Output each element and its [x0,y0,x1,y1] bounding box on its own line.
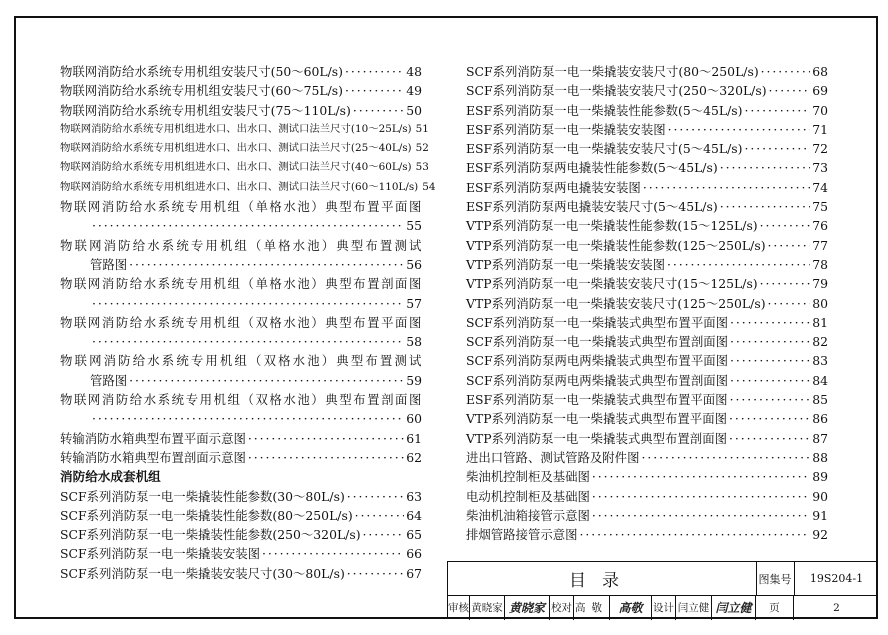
toc-entry [466,274,828,293]
toc-page-number: 60 [406,411,422,427]
toc-page-number: 54 [422,180,436,193]
toc-entry [466,409,828,428]
toc-page-number: 69 [812,83,828,99]
toc-entry [60,236,422,275]
toc-page-number: 49 [406,83,422,99]
design-label: 设计 [652,595,676,620]
dot-leader [592,467,810,486]
toc-entry [466,139,828,158]
dot-leader [345,62,404,81]
toc-entry-title: SCF系列消防泵一电一柴撬装式典型布置平面图 [466,314,728,330]
toc-entry [60,564,422,583]
toc-page-number: 62 [406,449,422,465]
toc-page-number: 64 [406,507,422,523]
toc-page-number: 58 [406,334,422,350]
toc-entry-title: SCF系列消防泵一电一柴撬装安装尺寸(30～80L/s) [60,565,345,581]
toc-entry-title: VTP系列消防泵一电一柴撬装性能参数(15～125L/s) [466,218,758,234]
toc-entry-title: VTP系列消防泵一电一柴撬装式典型布置剖面图 [466,430,727,446]
toc-entry [466,487,828,506]
dot-leader [345,81,404,100]
toc-page-number: 73 [812,160,828,176]
dot-leader [580,525,811,544]
title-block-bottom-row [448,595,878,620]
toc-page-number: 56 [406,256,422,272]
toc-entry-continuation [60,371,422,390]
toc-entry-continuation [60,409,422,428]
toc-entry-title: ESF系列消防泵一电一柴撬装式典型布置平面图 [466,392,728,408]
toc-page-number: 81 [812,314,828,330]
toc-entry-title: 柴油机控制柜及基础图 [466,469,590,485]
toc-entry-title: 电动机控制柜及基础图 [466,488,590,504]
toc-entry [466,371,828,390]
toc-page-number: 86 [812,411,828,427]
dot-leader [720,158,811,177]
toc-page-number: 50 [406,102,422,118]
toc-entry-title: ESF系列消防泵两电撬装性能参数(5～45L/s) [466,160,718,176]
toc-page-number: 77 [812,237,828,253]
toc-entry [466,332,828,351]
dot-leader [248,429,404,448]
toc-entry-title: VTP系列消防泵一电一柴撬装式典型布置平面图 [466,411,727,427]
dot-leader [92,409,404,428]
toc-entry [60,274,422,313]
toc-entry [60,429,422,448]
toc-entry-continuation [60,332,422,351]
toc-page-number: 67 [406,565,422,581]
toc-entry-title-cont: 管路图 [90,256,128,272]
page-label: 页 [756,595,794,620]
check-label: 校对 [550,595,574,620]
toc-entry-title: VTP系列消防泵一电一柴撬装安装尺寸(15～125L/s) [466,276,758,292]
toc-page-number: 85 [812,392,828,408]
dot-leader [760,274,811,293]
dot-leader [760,216,811,235]
dot-leader [769,81,811,100]
review-label: 审核 [448,595,470,620]
toc-entry [466,120,828,139]
toc-entry-title: 物联网消防给水系统专用机组（单格水池）典型布置测试 [60,237,422,253]
toc-entry-title: 物联网消防给水系统专用机组（单格水池）典型布置平面图 [60,199,422,215]
toc-entry-continuation [60,255,422,274]
toc-page-number: 48 [406,64,422,79]
toc-page-number: 66 [406,546,422,562]
toc-page-number: 63 [406,488,422,504]
dot-leader [129,371,404,390]
toc-entry-title: ESF系列消防泵两电撬装安装图 [466,179,641,195]
toc-entry-title: SCF系列消防泵一电一柴撬装性能参数(80～250L/s) [60,507,353,523]
dot-leader [92,216,404,235]
toc-entry [466,313,828,332]
toc-entry-title: SCF系列消防泵一电一柴撬装安装尺寸(80～250L/s) [466,64,759,79]
toc-entry [466,62,828,81]
toc-page-number: 91 [812,507,828,523]
toc-page-number: 75 [812,199,828,215]
toc-entry [466,351,828,370]
dot-leader [730,332,810,351]
toc-entry [60,197,422,236]
toc-entry [466,158,828,177]
title-block-title: 目录 [448,562,757,595]
designer-signature: 闫立健 [712,595,756,620]
designer-name: 闫立健 [676,595,712,620]
toc-page-number: 70 [812,102,828,118]
toc-entry [466,236,828,255]
toc-page-number: 89 [812,469,828,485]
toc-page-number: 83 [812,353,828,369]
toc-entry [60,351,422,390]
toc-page-number: 84 [812,372,828,388]
toc-entry-title: SCF系列消防泵一电一柴撬装性能参数(250～320L/s) [60,527,361,543]
toc-entry [466,294,828,313]
toc-entry-title: 物联网消防给水系统专用机组进水口、出水口、测试口法兰尺寸(60～110L/s) [60,180,419,193]
toc-page-number: 76 [812,218,828,234]
toc-entry [60,525,422,544]
toc-entry [466,448,828,467]
toc-page-number: 59 [406,372,422,388]
dot-leader [667,255,810,274]
toc-entry [60,390,422,429]
toc-page-number: 55 [406,218,422,234]
toc-entry [466,255,828,274]
toc-entry-title: ESF系列消防泵两电撬装安装尺寸(5～45L/s) [466,199,718,215]
toc-entry [60,178,436,197]
toc-entry-continuation [60,294,422,313]
toc-left-list [60,62,436,467]
toc-entry [466,506,828,525]
toc-entry [466,81,828,100]
toc-page-number: 71 [812,121,828,137]
toc-entry [60,139,429,158]
toc-entry [466,197,828,216]
toc-page-number: 57 [406,295,422,311]
toc-entry-title: 物联网消防给水系统专用机组进水口、出水口、测试口法兰尺寸(25～40L/s) [60,142,412,155]
toc-entry-title: 进出口管路、测试管路及附件图 [466,449,640,465]
toc-entry-title: 柴油机油箱接管示意图 [466,507,590,523]
dot-leader [355,506,405,525]
dot-leader [768,236,811,255]
toc-entry-title: 物联网消防给水系统专用机组（双格水池）典型布置测试 [60,353,422,369]
toc-page-number: 87 [812,430,828,446]
toc-entry-title: 物联网消防给水系统专用机组安装尺寸(50～60L/s) [60,64,343,79]
toc-page-number: 65 [406,527,422,543]
toc-entry-title: SCF系列消防泵一电一柴撬装安装尺寸(250～320L/s) [466,83,767,99]
toc-left-list-2 [60,487,422,583]
toc-entry [60,81,422,100]
toc-entry-title: SCF系列消防泵两电两柴撬装式典型布置剖面图 [466,372,728,388]
toc-page-number: 61 [406,430,422,446]
toc-entry-title: SCF系列消防泵一电一柴撬装性能参数(30～80L/s) [60,488,345,504]
dot-leader [744,101,810,120]
reviewer-signature: 黄晓家 [505,595,550,620]
toc-entry [60,313,422,352]
toc-page-number: 82 [812,334,828,350]
dot-leader [730,371,810,390]
toc-page-number: 90 [812,488,828,504]
toc-entry-title: SCF系列消防泵两电两柴撬装式典型布置平面图 [466,353,728,369]
toc-right-list [466,62,828,544]
title-block [447,561,878,619]
toc-entry [60,158,429,177]
toc-page-number: 68 [812,64,828,79]
toc-entry [60,62,422,81]
dot-leader [92,294,404,313]
toc-entry [466,178,828,197]
toc-page-number: 92 [812,527,828,543]
toc-page-number: 78 [812,256,828,272]
dot-leader [720,197,811,216]
page-number: 2 [833,601,840,614]
dot-leader [92,332,404,351]
dot-leader [129,255,404,274]
toc-page-number: 52 [415,142,429,155]
toc-entry-title: VTP系列消防泵一电一柴撬装性能参数(125～250L/s) [466,237,766,253]
dot-leader [729,409,810,428]
toc-entry-title: 物联网消防给水系统专用机组进水口、出水口、测试口法兰尺寸(10～25L/s) [60,122,412,135]
toc-entry-title: 转输消防水箱典型布置剖面示意图 [60,449,246,465]
dot-leader [668,120,811,139]
toc-entry-title: ESF系列消防泵一电一柴撬装性能参数(5～45L/s) [466,102,743,118]
toc-entry-title: 物联网消防给水系统专用机组进水口、出水口、测试口法兰尺寸(40～60L/s) [60,161,412,174]
toc-entry [466,467,828,486]
dot-leader [729,429,810,448]
toc-entry-title: 物联网消防给水系统专用机组安装尺寸(60～75L/s) [60,83,343,99]
title-block-top-row [448,562,878,596]
toc-entry-title: 物联网消防给水系统专用机组（双格水池）典型布置平面图 [60,314,422,330]
toc-page-number: 79 [812,276,828,292]
toc-entry [60,544,422,563]
dot-leader [730,313,810,332]
dot-leader [641,448,810,467]
toc-entry [60,120,429,139]
dot-leader [363,525,405,544]
toc-page-number: 88 [812,449,828,465]
toc-entry [466,525,828,544]
toc-entry [466,390,828,409]
toc-entry-title: 排烟管路接管示意图 [466,527,578,543]
section-heading: 消防给水成套机组 [60,469,161,485]
toc-page-number: 80 [812,295,828,311]
dot-leader [768,294,811,313]
toc-entry-title: SCF系列消防泵一电一柴撬装式典型布置剖面图 [466,334,728,350]
toc-entry-title: 物联网消防给水系统专用机组（单格水池）典型布置剖面图 [60,276,422,292]
dot-leader [347,487,404,506]
toc-entry [466,216,828,235]
toc-entry-continuation [60,216,422,235]
toc-entry-title: ESF系列消防泵一电一柴撬装安装图 [466,121,666,137]
dot-leader [730,390,811,409]
dot-leader [262,544,404,563]
checker-signature: 高敬 [610,595,652,620]
dot-leader [592,506,810,525]
toc-entry-title: SCF系列消防泵一电一柴撬装安装图 [60,546,261,562]
toc-entry-title: 转输消防水箱典型布置平面示意图 [60,430,246,446]
toc-entry-title: VTP系列消防泵一电一柴撬装安装图 [466,256,666,272]
toc-entry [60,506,422,525]
dot-leader [730,351,810,370]
toc-page-number: 51 [415,122,429,135]
toc-entry [60,448,422,467]
dot-leader [353,101,404,120]
toc-page-number: 53 [415,161,429,174]
toc-left-column [60,62,436,583]
atlas-number: 19S204-1 [809,572,864,585]
reviewer-name: 黄晓家 [470,595,505,620]
checker-name: 高敬 [574,595,610,620]
toc-entry [466,429,828,448]
toc-entry-title: 物联网消防给水系统专用机组（双格水池）典型布置剖面图 [60,392,422,408]
toc-entry-title: ESF系列消防泵一电一柴撬装安装尺寸(5～45L/s) [466,141,743,157]
toc-entry [60,487,422,506]
toc-entry-title: 物联网消防给水系统专用机组安装尺寸(75～110L/s) [60,102,351,118]
atlas-label: 图集号 [756,562,795,595]
dot-leader [248,448,404,467]
toc-entry-title-cont: 管路图 [90,372,128,388]
toc-page-number: 74 [812,179,828,195]
dot-leader [761,62,811,81]
toc-entry [466,101,828,120]
toc-page-number: 72 [812,141,828,157]
dot-leader [744,139,810,158]
toc-entry-title: VTP系列消防泵一电一柴撬装安装尺寸(125～250L/s) [466,295,766,311]
dot-leader [643,178,810,197]
dot-leader [592,487,810,506]
toc-entry [60,101,422,120]
toc-right-column [466,62,828,544]
dot-leader [347,564,404,583]
